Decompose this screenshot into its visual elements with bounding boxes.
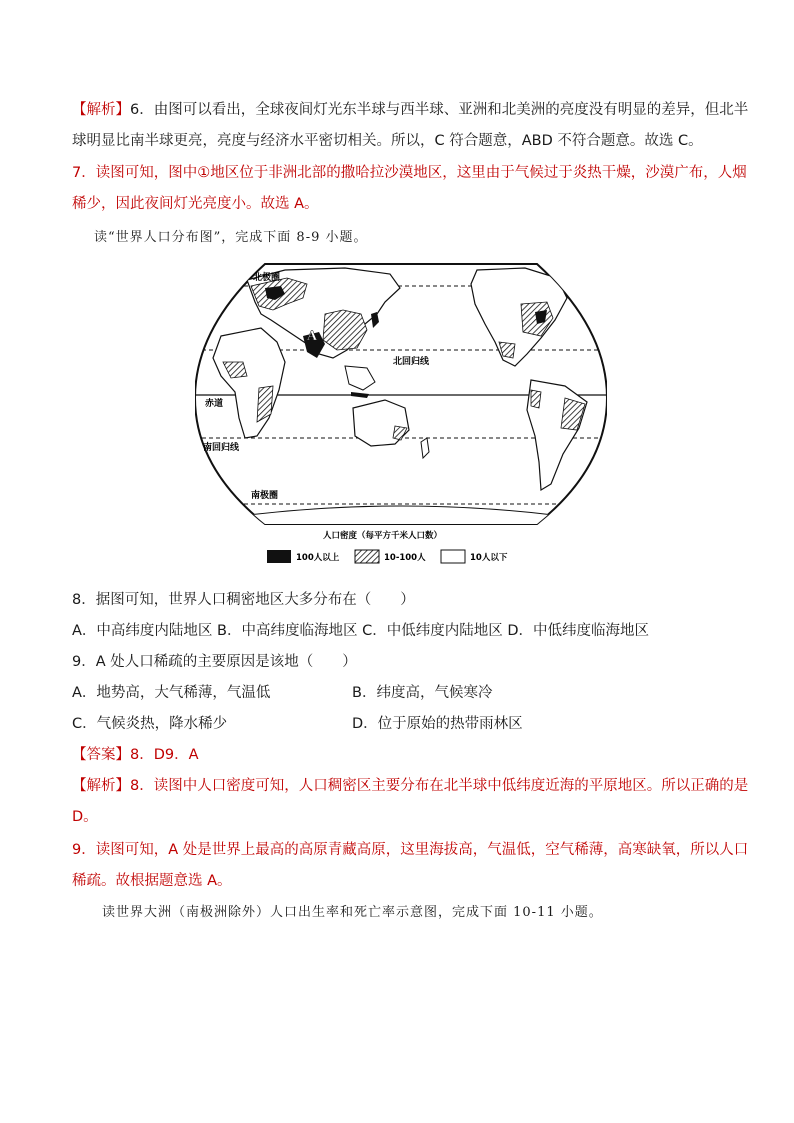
q9-option-a: A．地势高，大气稀薄，气温低 <box>72 685 271 701</box>
answer-text: 8．D9．A <box>130 747 199 763</box>
answer-tag: 【答案】 <box>72 747 130 763</box>
q7-text: 地区位于非洲北部的撒哈拉沙漠地区，这里由于气候过于炎热干燥，沙漠广布，人烟 <box>210 165 747 181</box>
q9-option-c: C．气候炎热，降水稀少 <box>72 716 228 732</box>
q9-option-d: D．位于原始的热带雨林区 <box>352 716 523 732</box>
label-antarctic-circle: 南极圈 <box>251 491 279 501</box>
label-point-a: A <box>307 329 318 344</box>
analysis-6-line-1 <box>72 100 748 120</box>
analysis-6-text: 6．由图可以看出，全球夜间灯光东半球与西半球、亚洲和北美洲的亮度没有明显的差异，但北半 <box>130 102 749 118</box>
q8-options: A．中高纬度内陆地区 B．中高纬度临海地区 C．中低纬度内陆地区 D．中低纬度临海地区 <box>72 623 649 639</box>
q9-option-b: B．纬度高，气候寒冷 <box>352 685 493 701</box>
andes-hatched <box>531 390 541 408</box>
legend-title: 人口密度（每平方千米人口数） <box>323 531 443 541</box>
answer-line <box>72 745 199 765</box>
q9-stem: 9．A 处人口稀疏的主要原因是该地（ ） <box>72 654 357 670</box>
legend-label-sparse: 10人以下 <box>470 553 508 563</box>
q9-expl-line-2: 稀疏。故根据题意选 A。 <box>72 873 232 889</box>
intro-8-9: 读“世界人口分布图”，完成下面 8-9 小题。 <box>94 230 368 245</box>
circled-number-1: ① <box>197 165 211 181</box>
label-equator: 赤道 <box>205 399 224 409</box>
intro-10-11: 读世界大洲（南极洲除外）人口出生率和死亡率示意图，完成下面 10-11 小题。 <box>102 905 603 920</box>
label-arctic-circle: 北极圈 <box>253 273 281 283</box>
label-tropic-capricorn: 南回归线 <box>203 443 240 453</box>
label-tropic-cancer: 北回归线 <box>393 357 430 367</box>
analysis-6-line-2: 球明显比南半球更亮，亮度与经济水平密切相关。所以，C 符合题意，ABD 不符合题意。故选 C。 <box>72 133 703 149</box>
analysis-8-line-2: D。 <box>72 809 98 825</box>
analysis-8-line-1 <box>72 776 748 796</box>
q7-line-2: 稀少，因此夜间灯光亮度小。故选 A。 <box>72 196 319 212</box>
world-population-map <box>195 258 607 570</box>
analysis-8-text: 8．读图中人口密度可知，人口稠密区主要分布在北半球中低纬度近海的平原地区。所以正确的是 <box>130 778 749 794</box>
legend-swatch-dense <box>267 550 291 563</box>
legend-label-medium: 10-100人 <box>384 553 426 563</box>
analysis-tag: 【解析】 <box>72 102 130 118</box>
q9-expl-line-1: 9．读图可知，A 处是世界上最高的高原青藏高原，这里海拔高，气温低，空气稀薄，高寒缺氧，所以人口 <box>72 842 749 858</box>
legend-label-dense: 100人以上 <box>296 553 340 563</box>
legend-swatch-medium <box>355 550 379 563</box>
legend-swatch-sparse <box>441 550 465 563</box>
analysis-tag-2: 【解析】 <box>72 778 130 794</box>
q7-line-1 <box>72 163 747 183</box>
q8-stem: 8．据图可知，世界人口稠密地区大多分布在（ ） <box>72 592 415 608</box>
q7-prefix: 7．读图可知，图中 <box>72 165 198 181</box>
